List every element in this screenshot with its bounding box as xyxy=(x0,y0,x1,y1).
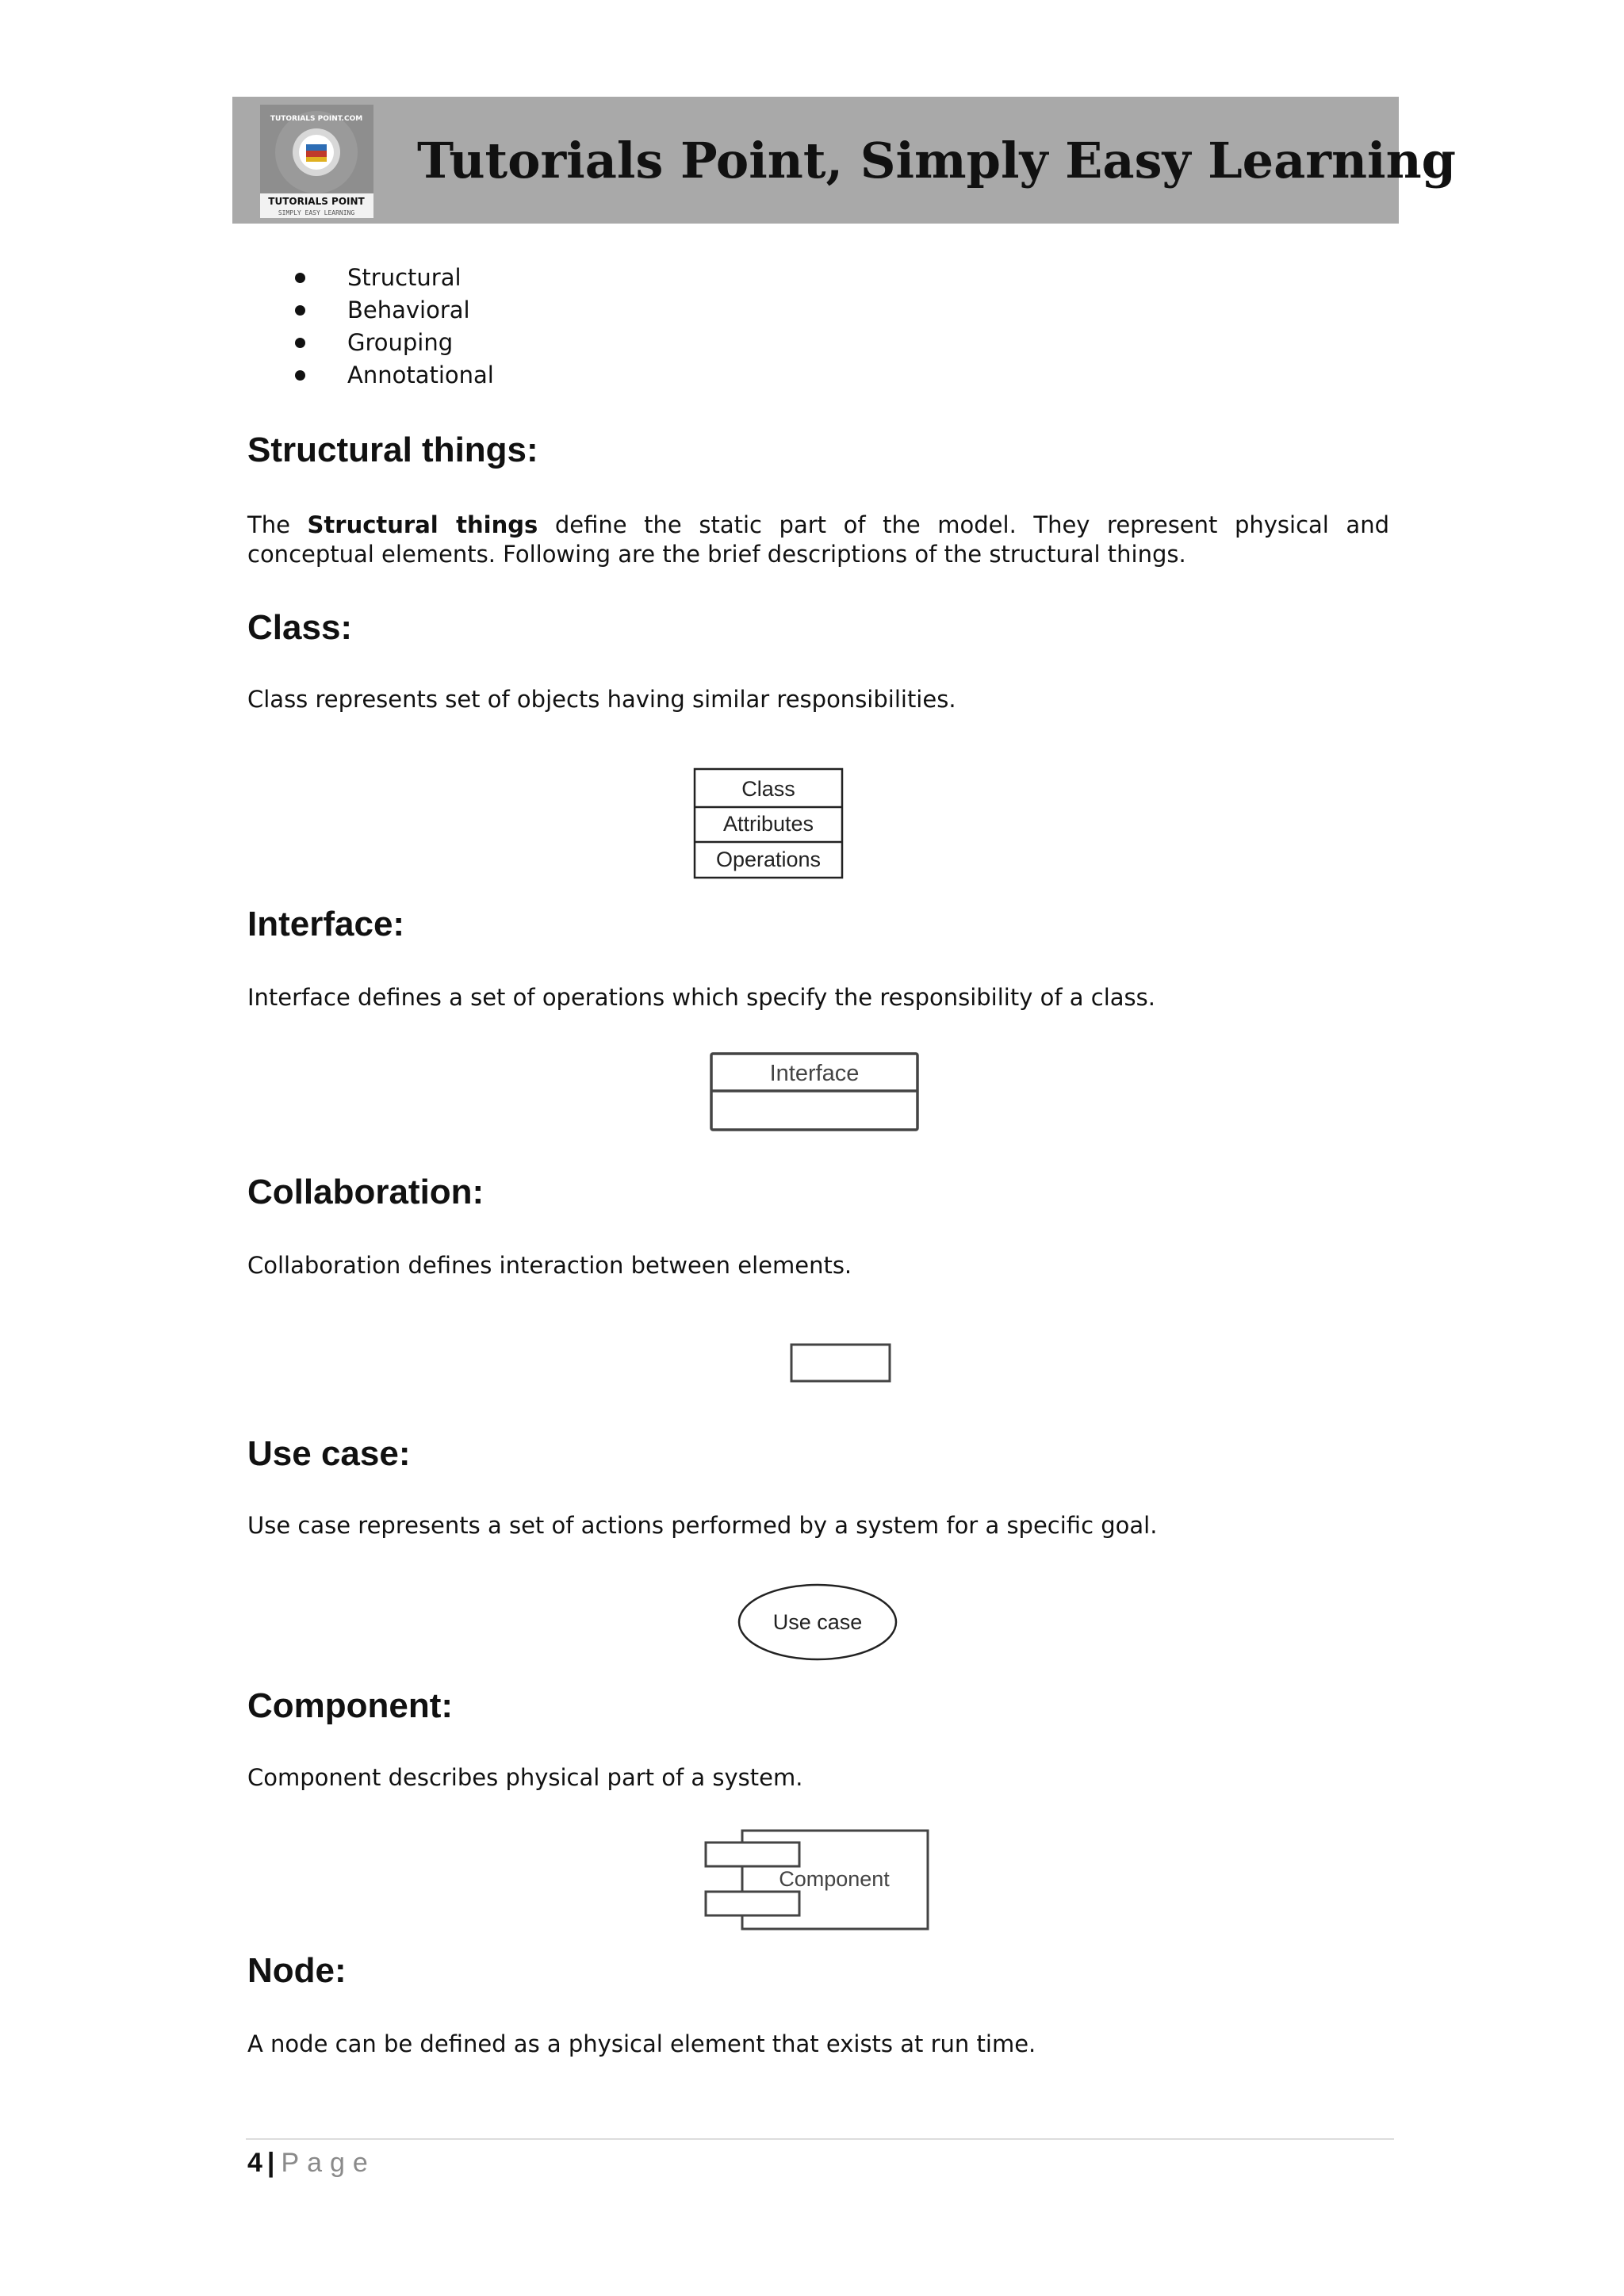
node-heading: Node: xyxy=(247,1951,347,1990)
class-diagram xyxy=(693,767,845,880)
footer-divider xyxy=(246,2138,1394,2140)
footer-separator: | xyxy=(266,2148,275,2178)
page-number: 4 xyxy=(247,2148,262,2178)
component-diagram xyxy=(701,1828,931,1931)
component-text: Component describes physical part of a system. xyxy=(247,1764,803,1791)
page-footer xyxy=(247,2147,376,2179)
structural-things-heading: Structural things: xyxy=(247,430,538,469)
use-case-text: Use case represents a set of actions performed by a system for a specific goal. xyxy=(247,1512,1158,1539)
interface-label: Interface xyxy=(769,1061,860,1086)
structural-things-text: The Structural things define the static part of the model. They represent physical and conceptual elements. Following are the brief descriptions of the structural things. xyxy=(247,511,1389,568)
tutorials-point-logo xyxy=(260,105,373,218)
bullet-icon xyxy=(295,338,305,348)
bullet-icon xyxy=(295,273,305,283)
collaboration-text: Collaboration defines interaction between elements. xyxy=(247,1252,852,1279)
node-text: A node can be defined as a physical element that exists at run time. xyxy=(247,2030,1036,2057)
class-operations-label: Operations xyxy=(715,848,822,871)
class-name-label: Class xyxy=(741,777,795,801)
use-case-label: Use case xyxy=(772,1610,863,1634)
list-item: Behavioral xyxy=(295,294,494,327)
list-item: Structural xyxy=(295,262,494,294)
class-heading: Class: xyxy=(247,608,353,647)
svg-text:TUTORIALS POINT.COM: TUTORIALS POINT.COM xyxy=(270,115,363,123)
collaboration-heading: Collaboration: xyxy=(247,1173,485,1211)
list-item: Grouping xyxy=(295,327,494,359)
interface-text: Interface defines a set of operations which specify the responsibility of a class. xyxy=(247,984,1155,1011)
component-label: Component xyxy=(779,1867,890,1891)
header-title: Tutorials Point, Simply Easy Learning xyxy=(417,132,1457,189)
use-case-heading: Use case: xyxy=(247,1434,411,1473)
page-label: Page xyxy=(281,2148,376,2178)
svg-text:SIMPLY EASY LEARNING: SIMPLY EASY LEARNING xyxy=(278,209,355,216)
class-attributes-label: Attributes xyxy=(722,812,814,836)
class-text: Class represents set of objects having similar responsibilities. xyxy=(247,686,956,713)
collaboration-diagram xyxy=(790,1343,893,1384)
component-heading: Component: xyxy=(247,1686,454,1725)
interface-diagram xyxy=(709,1051,921,1134)
interface-heading: Interface: xyxy=(247,905,405,943)
bullet-icon xyxy=(295,370,305,381)
svg-text:TUTORIALS POINT: TUTORIALS POINT xyxy=(268,196,365,207)
bullet-icon xyxy=(295,305,305,316)
bullet-list xyxy=(295,262,494,392)
list-item: Annotational xyxy=(295,359,494,392)
use-case-diagram xyxy=(736,1581,899,1663)
